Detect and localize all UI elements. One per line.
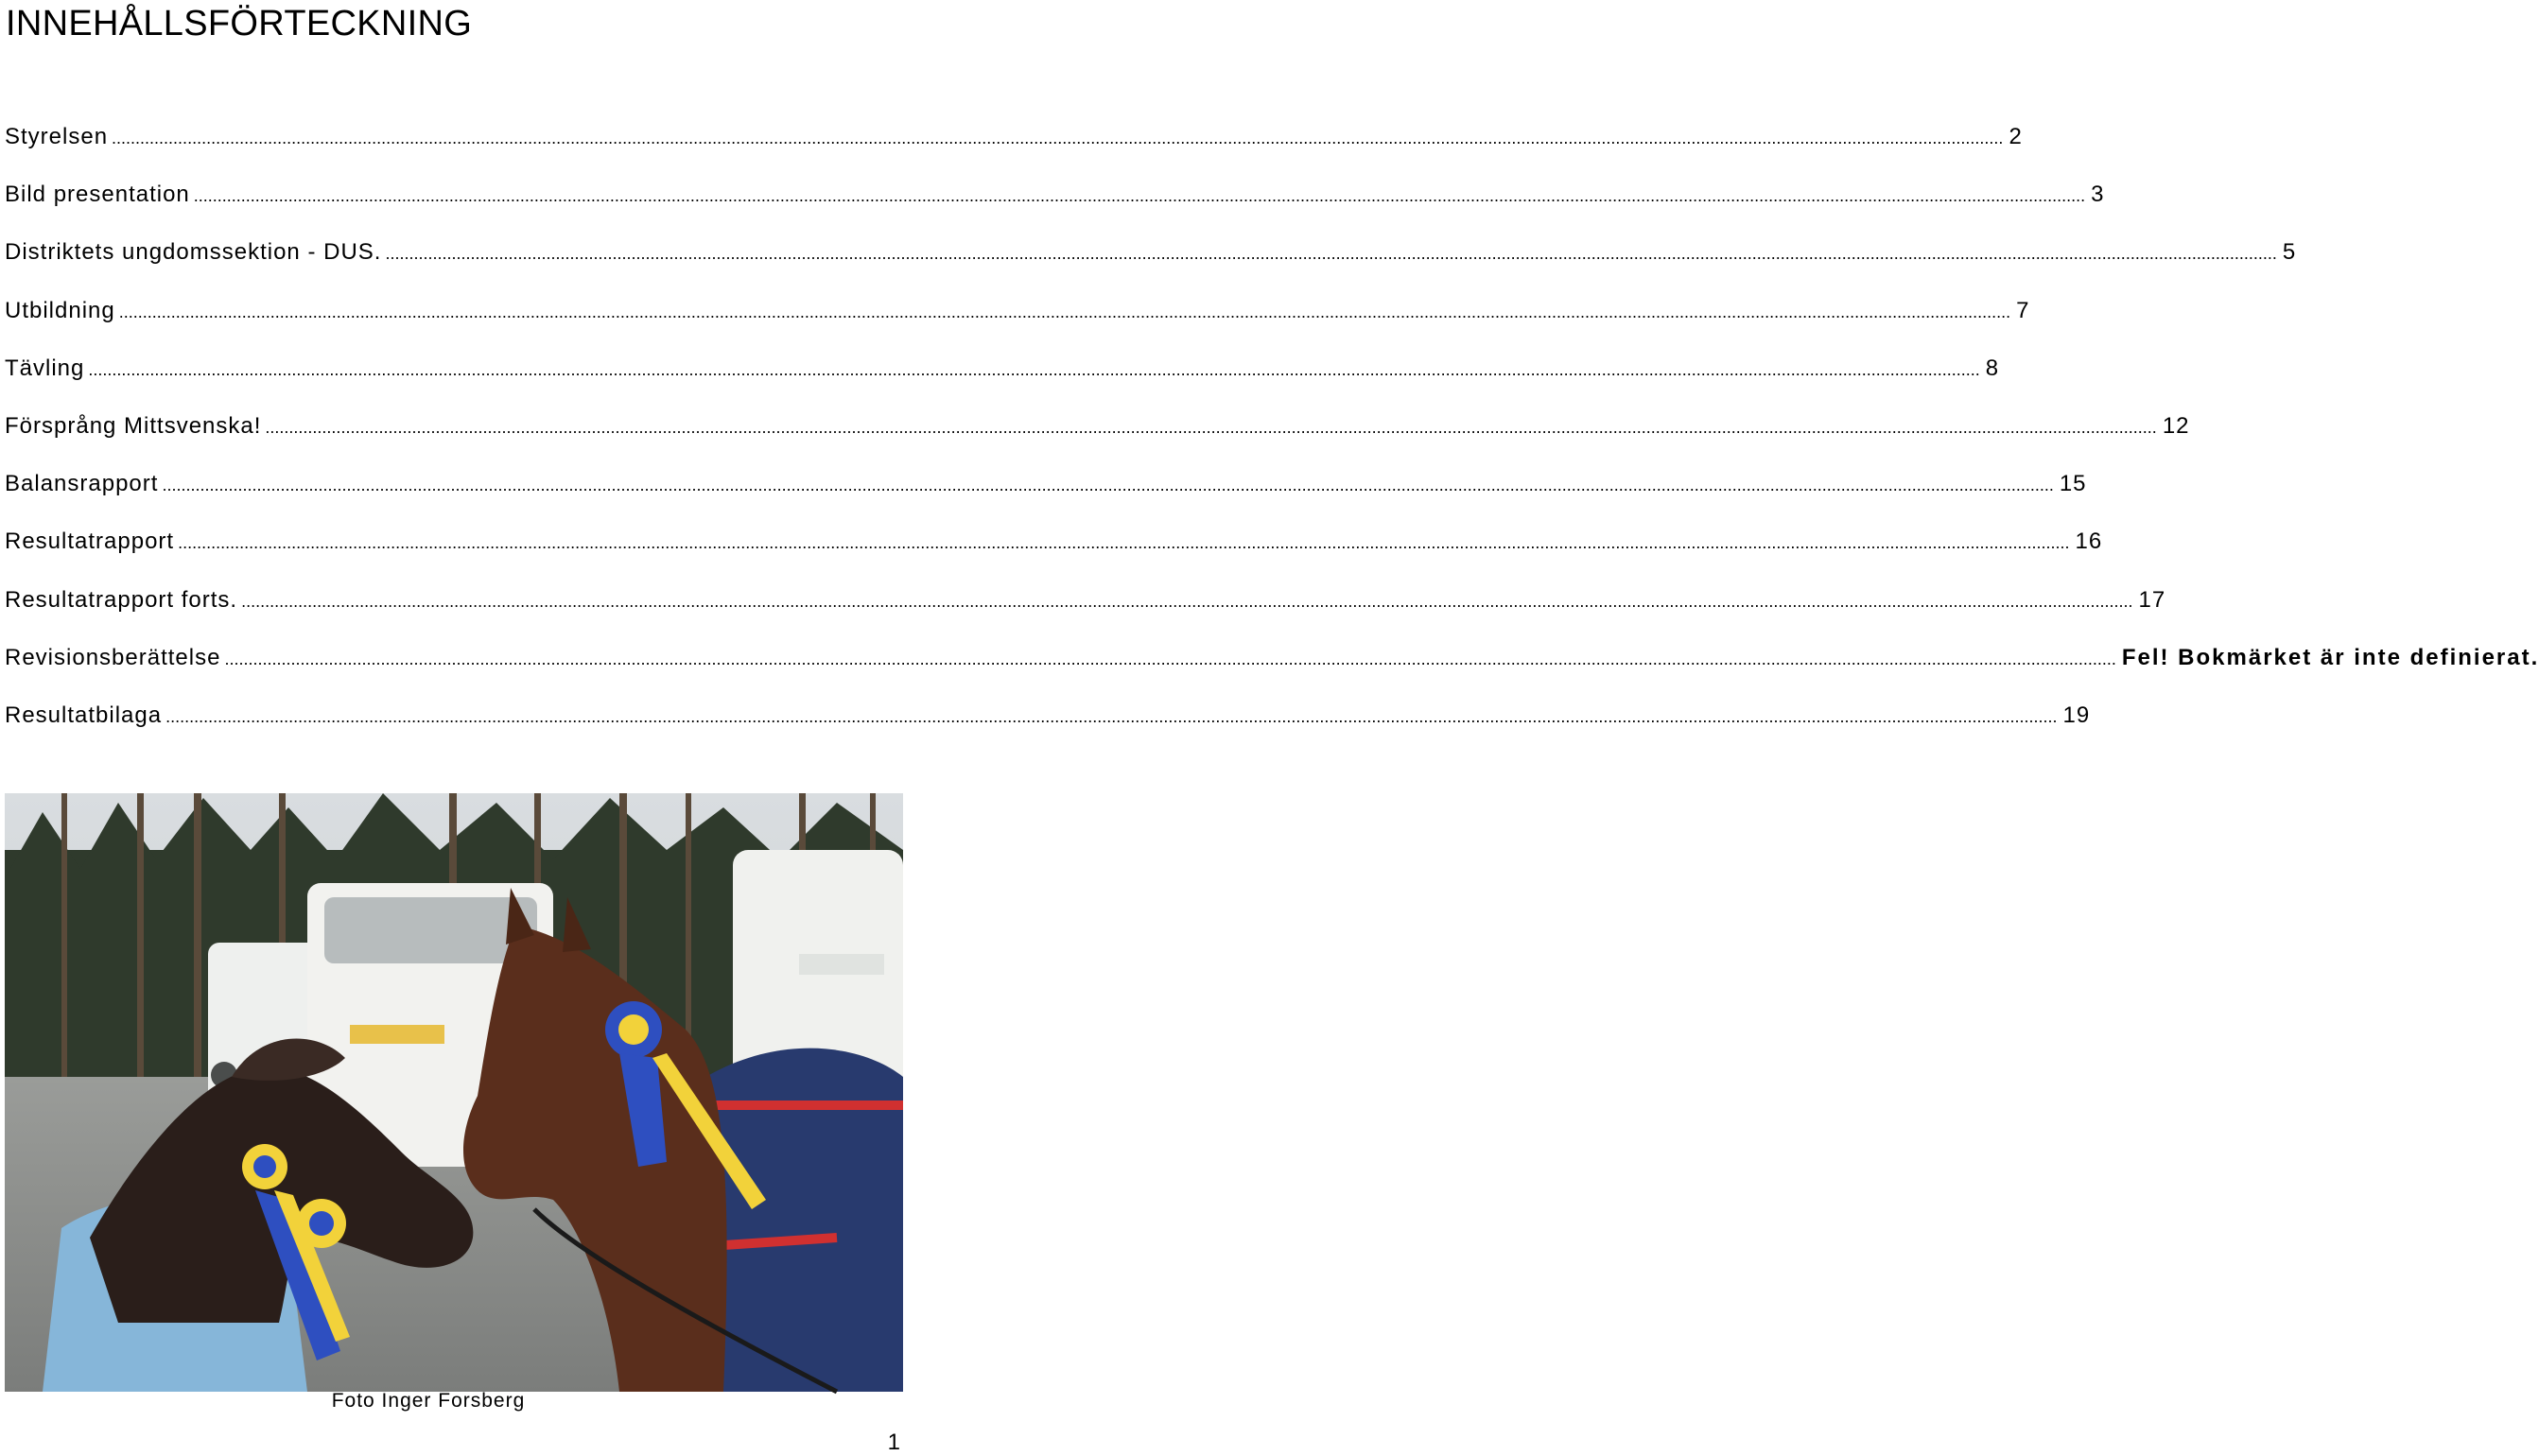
toc-entry-label: Försprång Mittsvenska! xyxy=(5,412,262,439)
toc-leader-dots: ................................................................................................................................................................................................................................................................................................................................................................................................................ xyxy=(162,476,2054,495)
page-title: INNEHÅLLSFÖRTECKNING xyxy=(6,4,473,43)
toc-entry-label: Resultatrapport forts. xyxy=(5,586,238,613)
toc-entry-page: 19 xyxy=(2062,702,2091,728)
toc-leader-dots: ................................................................................................................................................................................................................................................................................................................................................................................................................ xyxy=(193,186,2086,206)
toc-entry[interactable] xyxy=(5,239,2297,297)
toc-entry-page: 17 xyxy=(2138,586,2166,613)
toc-entry-page: 2 xyxy=(2009,124,2023,149)
toc-entry-label: Utbildning xyxy=(5,297,115,323)
toc-entry-label: Resultatrapport xyxy=(5,529,175,555)
toc-leader-dots: ................................................................................................................................................................................................................................................................................................................................................................................................................ xyxy=(385,244,2277,264)
toc-entry-label: Styrelsen xyxy=(5,124,109,149)
photo-caption: Foto Inger Forsberg xyxy=(331,1390,526,1412)
toc-entry[interactable] xyxy=(5,702,2091,760)
toc-leader-dots: ................................................................................................................................................................................................................................................................................................................................................................................................................ xyxy=(178,533,2070,553)
toc-entry[interactable] xyxy=(5,471,2087,529)
toc-entry-page: 16 xyxy=(2075,529,2103,555)
toc-entry[interactable] xyxy=(5,529,2103,586)
toc-leader-dots: ................................................................................................................................................................................................................................................................................................................................................................................................................ xyxy=(88,359,1980,379)
toc-leader-dots: ................................................................................................................................................................................................................................................................................................................................................................................................................ xyxy=(112,129,2004,147)
toc-entry-label: Revisionsberättelse xyxy=(5,644,221,670)
toc-leader-dots: ................................................................................................................................................................................................................................................................................................................................................................................................................ xyxy=(118,302,2011,321)
toc-entry[interactable] xyxy=(5,644,2539,702)
toc-entry-error-text: Fel! Bokmärket är inte definierat. xyxy=(2121,644,2539,670)
toc-entry-label: Distriktets ungdomssektion - DUS. xyxy=(5,239,382,266)
toc-entry[interactable] xyxy=(5,586,2166,645)
table-of-contents xyxy=(5,124,2539,760)
toc-entry-label: Tävling xyxy=(5,355,85,381)
toc-entry[interactable] xyxy=(5,124,2023,182)
toc-leader-dots: ................................................................................................................................................................................................................................................................................................................................................................................................................ xyxy=(265,417,2157,437)
toc-entry[interactable] xyxy=(5,412,2190,471)
toc-entry-page: 7 xyxy=(2016,297,2030,323)
horses-photo xyxy=(5,793,903,1392)
toc-entry[interactable] xyxy=(5,355,2000,413)
toc-entry[interactable] xyxy=(5,297,2030,355)
toc-entry-label: Balansrapport xyxy=(5,471,159,497)
toc-entry-page: 12 xyxy=(2162,412,2190,439)
toc-entry-page: 5 xyxy=(2282,239,2297,266)
toc-leader-dots: ................................................................................................................................................................................................................................................................................................................................................................................................................ xyxy=(241,591,2133,611)
toc-entry-page: 15 xyxy=(2059,471,2087,497)
toc-entry-page: 8 xyxy=(1985,355,2000,381)
toc-entry-label: Resultatbilaga xyxy=(5,702,163,728)
toc-entry-label: Bild presentation xyxy=(5,182,190,208)
toc-entry[interactable] xyxy=(5,182,2105,239)
page-number: 1 xyxy=(887,1430,900,1455)
toc-leader-dots: ................................................................................................................................................................................................................................................................................................................................................................................................................ xyxy=(165,706,2058,726)
toc-leader-dots: ................................................................................................................................................................................................................................................................................................................................................................................................................ xyxy=(224,649,2116,668)
toc-entry-page: 3 xyxy=(2091,182,2105,208)
